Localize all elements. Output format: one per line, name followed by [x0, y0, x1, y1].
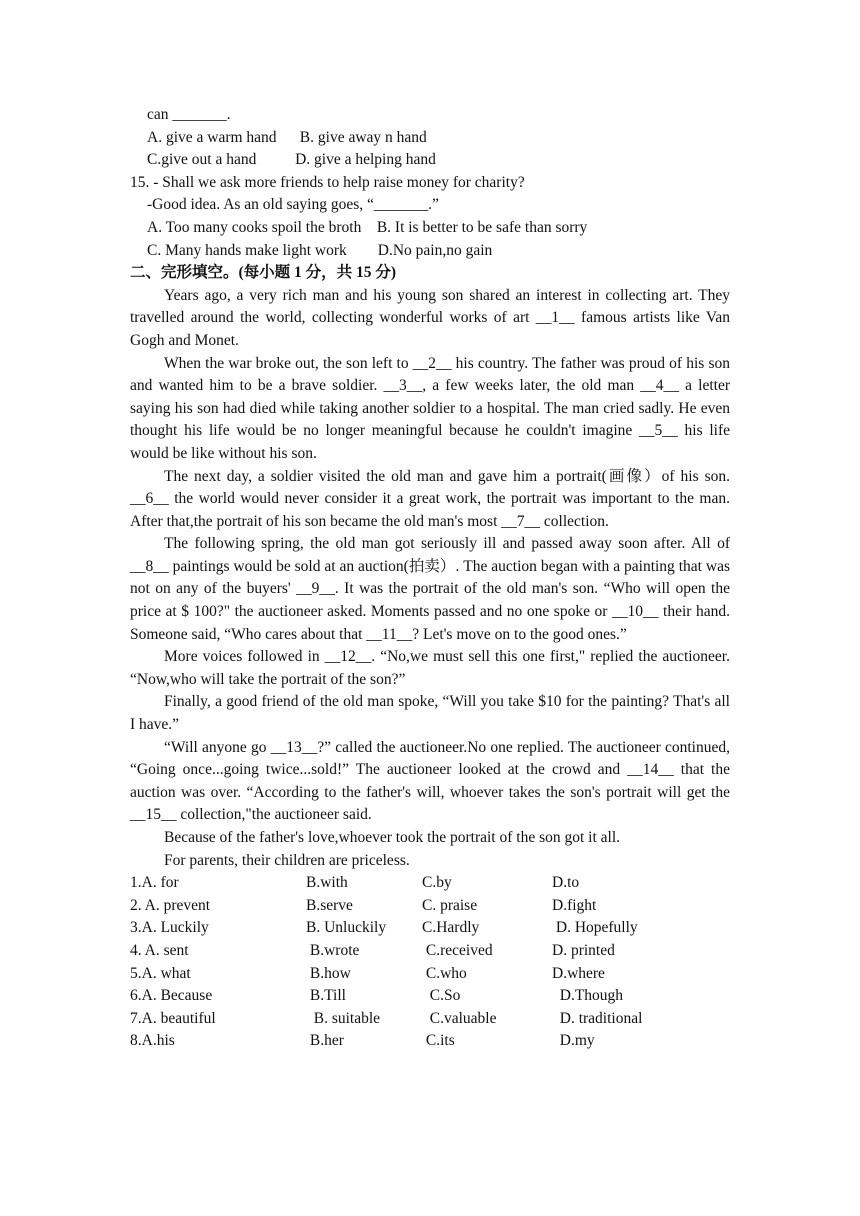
answer-row-5	[130, 963, 730, 986]
answer-row-3	[130, 917, 730, 940]
option-d: D.where	[552, 964, 605, 982]
passage-paragraph-4: The following spring, the old man got seriously ill and passed away soon after. All of __8__ paintings would be sold at an auction(拍卖）. The auction began with a painting that was not on any of the buyers' __9__. It was the portrait of the old man's son. “Who will open the price at $ 100?" the auctioneer asked. Moments passed and no one spoke or __10__ their hand. Someone said, “Who cares about that __11__? Let's move on to the good ones.”	[130, 535, 730, 643]
answer-row-4	[130, 940, 730, 963]
option-d: D. printed	[552, 941, 615, 959]
q14-tail: can _______.	[147, 106, 231, 123]
option-a: 4. A. sent	[130, 941, 189, 959]
passage-paragraph-7: “Will anyone go __13__?” called the auctioneer.No one replied. The auctioneer continued, “Going once...going twice...sold!” The auctioneer looked at the crowd and __14__ that the auction was over. “According to the father's will, whoever takes the son's portrait will get the __15__ collection,"the auctioneer said.	[130, 738, 730, 824]
option-b: B.with	[306, 874, 348, 892]
option-a: 8.A.his	[130, 1032, 175, 1050]
q15-reply: -Good idea. As an old saying goes, “_______.”	[147, 196, 439, 214]
exam-page	[130, 104, 730, 1053]
option-d: D. Hopefully	[552, 919, 638, 937]
option-d: D.to	[552, 874, 580, 892]
passage-paragraph-3: The next day, a soldier visited the old man and gave him a portrait(画像）of his son. __6__ the world would never consider it a great work, the portrait was important to the man. After that,the portrait of his son became the old man's most __7__ collection.	[130, 467, 730, 530]
answer-row-6	[130, 985, 730, 1008]
q14-options-row-2: C.give out a hand D. give a helping hand	[147, 151, 436, 169]
q14-options-row-1: A. give a warm hand B. give away n hand	[147, 128, 427, 146]
option-c: C.valuable	[422, 1009, 497, 1027]
passage-paragraph-2: When the war broke out, the son left to __2__ his country. The father was proud of his son and wanted him to be a brave soldier. __3__, a few weeks later, the old man __4__ a letter saying his son had died while taking another soldier to a hospital. The man cried sadly. He even thought his life would be no longer meaningful because he couldn't imagine __5__ his life would be like without his son.	[130, 354, 730, 462]
q15-stem: 15. - Shall we ask more friends to help raise money for charity?	[130, 173, 525, 191]
option-c: C.who	[422, 964, 467, 982]
passage-paragraph-6: Finally, a good friend of the old man spoke, “Will you take $10 for the painting? That's all I have.”	[130, 693, 730, 734]
option-a: 2. A. prevent	[130, 896, 211, 914]
answer-row-2	[130, 895, 730, 918]
option-c: C.Hardly	[422, 919, 480, 937]
option-c: C.by	[422, 874, 452, 892]
passage-paragraph-1: Years ago, a very rich man and his young son shared an interest in collecting art. They travelled around the world, collecting wonderful works of art __1__ famous artists like Van Gogh and Monet.	[130, 286, 730, 349]
option-b: B. Unluckily	[306, 919, 387, 937]
option-d: D.my	[552, 1032, 595, 1050]
q15-options-row-1: A. Too many cooks spoil the broth B. It is better to be safe than sorry	[147, 218, 588, 236]
answer-options	[130, 872, 730, 1053]
option-d: D. traditional	[552, 1009, 643, 1027]
option-b: B.her	[306, 1032, 344, 1050]
option-a: 7.A. beautiful	[130, 1009, 216, 1027]
option-a: 5.A. what	[130, 964, 191, 982]
option-b: B. suitable	[306, 1009, 381, 1027]
passage-paragraph-9: For parents, their children are priceless.	[164, 851, 410, 869]
answer-row-8	[130, 1030, 730, 1053]
option-d: D.Though	[552, 987, 624, 1005]
option-b: B.Till	[306, 987, 346, 1005]
option-c: C. praise	[422, 896, 478, 914]
option-c: C.its	[422, 1032, 455, 1050]
option-d: D.fight	[552, 896, 597, 914]
section-title: 二、完形填空。(每小题 1 分，共 15 分)	[130, 264, 397, 282]
option-b: B.how	[306, 964, 351, 982]
option-c: C.So	[422, 987, 461, 1005]
option-c: C.received	[422, 941, 493, 959]
option-a: 1.A. for	[130, 874, 179, 892]
q15-options-row-2: C. Many hands make light work D.No pain,no gain	[147, 241, 493, 259]
option-a: 3.A. Luckily	[130, 919, 209, 937]
passage-paragraph-5: More voices followed in __12__. “No,we must sell this one first," replied the auctioneer. “Now,who will take the portrait of the son?”	[130, 648, 730, 688]
answer-row-7	[130, 1008, 730, 1031]
option-a: 6.A. Because	[130, 987, 213, 1005]
option-b: B.wrote	[306, 941, 360, 959]
passage-paragraph-8: Because of the father's love,whoever took the portrait of the son got it all.	[164, 829, 621, 846]
option-b: B.serve	[306, 896, 353, 914]
answer-row-1	[130, 872, 730, 895]
